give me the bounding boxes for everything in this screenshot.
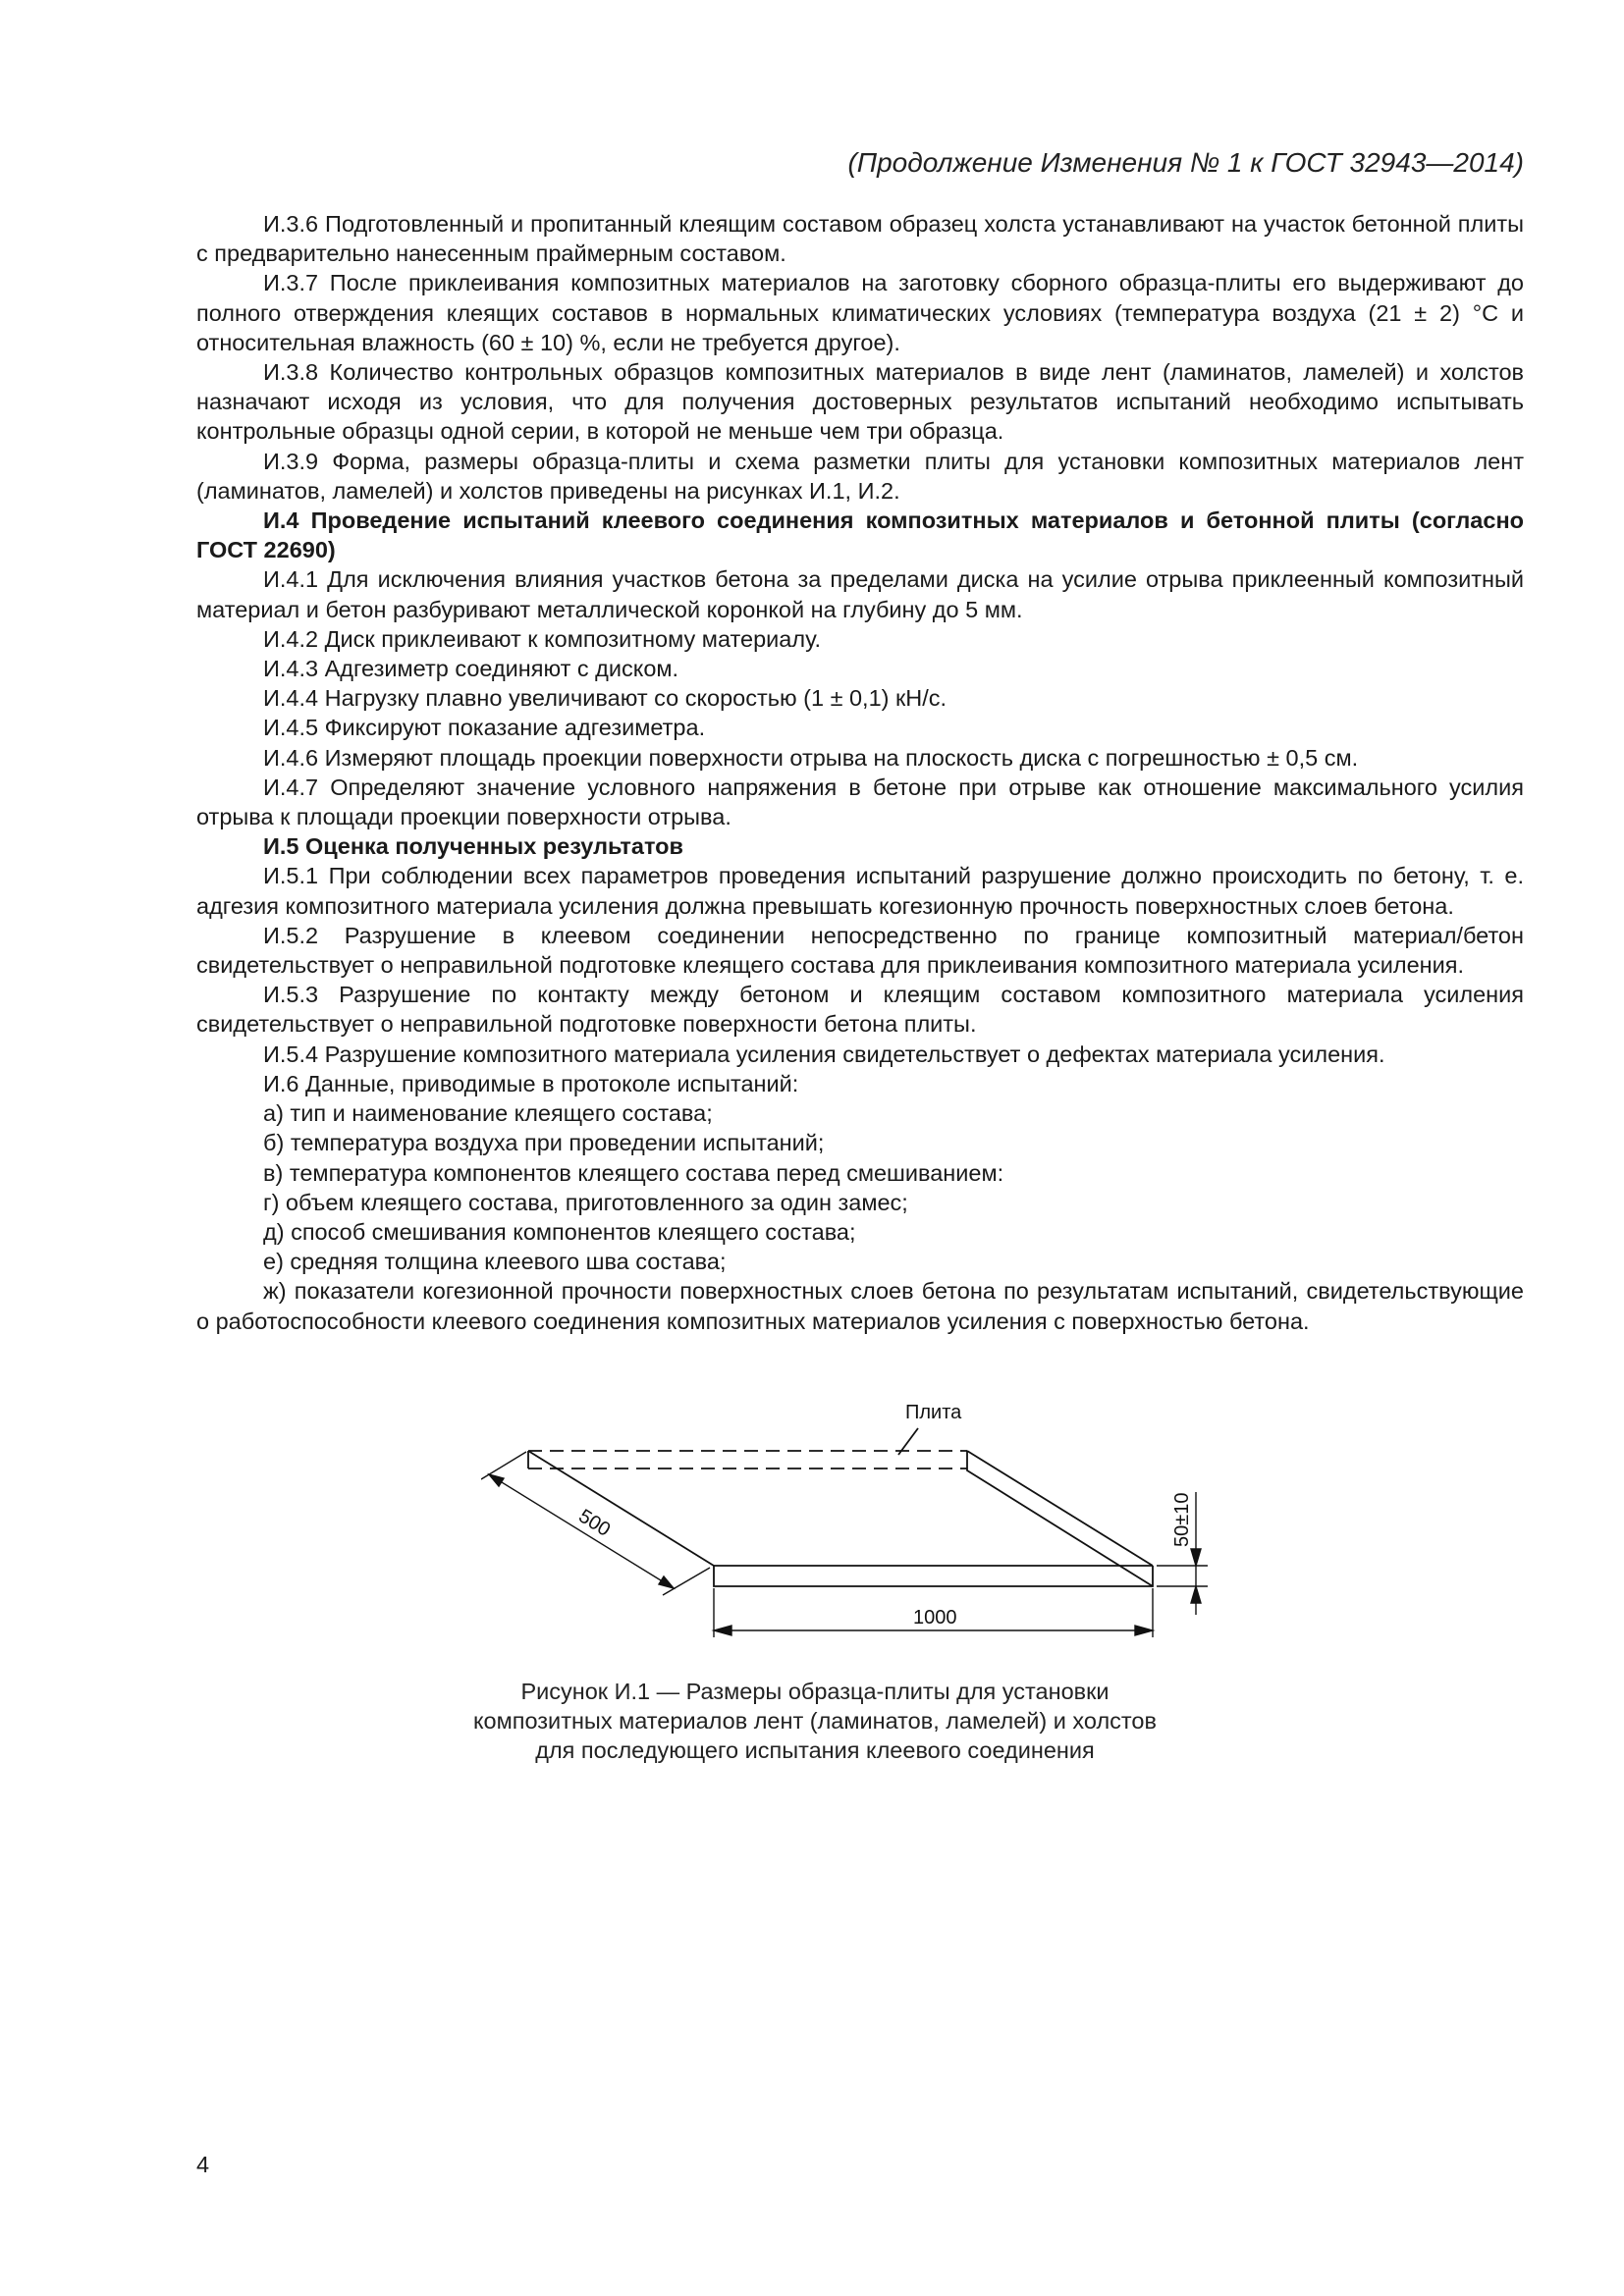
list-item: г) объем клеящего состава, приготовленного за один замес; bbox=[263, 1189, 908, 1215]
list-item: а) тип и наименование клеящего состава; bbox=[263, 1100, 713, 1127]
dim-50-arrow-top bbox=[1191, 1549, 1201, 1566]
dim-50-label: 50±10 bbox=[1171, 1492, 1193, 1547]
paragraph: И.6 Данные, приводимые в протоколе испытаний: bbox=[263, 1070, 799, 1096]
page-number: 4 bbox=[196, 2152, 210, 2177]
paragraph: И.3.6 Подготовленный и пропитанный клеящим составом образец холста устанавливают на участок бетонной плиты с предварительно нанесенным праймерным составом. bbox=[196, 211, 1524, 267]
dim-500-ext-top bbox=[481, 1452, 526, 1479]
dim-500-arrow-bottom bbox=[659, 1576, 674, 1588]
paragraph: И.4.1 Для исключения влияния участков бетона за пределами диска на усилие отрыва приклеенный композитный материал и бетон разбуривают металлической коронкой на глубину до 5 мм. bbox=[196, 566, 1524, 622]
caption-line: для последующего испытания клеевого соединения bbox=[535, 1737, 1095, 1763]
running-header: (Продолжение Изменения № 1 к ГОСТ 32943—2014) bbox=[847, 147, 1524, 178]
dim-1000-arrow-left bbox=[714, 1626, 731, 1635]
slab-right-top-edge bbox=[967, 1451, 1153, 1566]
figure-caption bbox=[393, 1677, 1237, 1765]
list-item: е) средняя толщина клеевого шва состава; bbox=[263, 1249, 727, 1275]
dim-500-label: 500 bbox=[574, 1505, 615, 1541]
paragraph: И.5.1 При соблюдении всех параметров проведения испытаний разрушение должно происходить по бетону, т. е. адгезия композитного материала усиления должна превышать когезионную прочность поверхностных слоев бетона. bbox=[196, 863, 1524, 919]
paragraph: И.4.7 Определяют значение условного напряжения в бетоне при отрыве как отношение максимального усилия отрыва к площади проекции поверхности отрыва. bbox=[196, 774, 1524, 830]
slab-front-face bbox=[714, 1566, 1153, 1586]
slab-drawing bbox=[481, 1374, 1267, 1669]
paragraph: И.5.2 Разрушение в клеевом соединении непосредственно по границе композитный материал/бетон свидетельствует о неправильной подготовке клеящего состава для приклеивания композитного материала усиления. bbox=[196, 922, 1524, 979]
list-item: б) температура воздуха при проведении испытаний; bbox=[263, 1130, 825, 1156]
section-heading: И.4 Проведение испытаний клеевого соединения композитных материалов и бетонной плиты (согласно ГОСТ 22690) bbox=[196, 507, 1524, 563]
paragraph: И.3.7 После приклеивания композитных материалов на заготовку сборного образца-плиты его выдерживают до полного отверждения клеящих составов в нормальных климатических условиях (температура воздуха (21 ± 2) °С и относительная влажность (60 ± 10) %, если не требуется другое). bbox=[196, 270, 1524, 355]
caption-line: Рисунок И.1 — Размеры образца-плиты для установки bbox=[520, 1679, 1110, 1704]
paragraph: И.5.3 Разрушение по контакту между бетоном и клеящим составом композитного материала усиления свидетельствует о неправильной подготовке поверхности бетона плиты. bbox=[196, 982, 1524, 1038]
paragraph: И.5.4 Разрушение композитного материала усиления свидетельствует о дефектах материала усиления. bbox=[263, 1041, 1385, 1067]
slab-label: Плита bbox=[905, 1402, 962, 1423]
paragraph: И.4.4 Нагрузку плавно увеличивают со скоростью (1 ± 0,1) кН/с. bbox=[263, 685, 947, 712]
figure-slab-dimensions bbox=[481, 1374, 1267, 1669]
list-item: д) способ смешивания компонентов клеящего состава; bbox=[263, 1218, 856, 1245]
dim-500-arrow-top bbox=[489, 1474, 504, 1486]
paragraph: И.3.9 Форма, размеры образца-плиты и схема разметки плиты для установки композитных материалов лент (ламинатов, ламелей) и холстов приведены на рисунках И.1, И.2. bbox=[196, 448, 1524, 504]
section-heading: И.5 Оценка полученных результатов bbox=[263, 833, 683, 860]
dim-500-ext-bottom bbox=[663, 1568, 710, 1595]
paragraph: И.3.8 Количество контрольных образцов композитных материалов в виде лент (ламинатов, ламелей) и холстов назначают исходя из условия, что для получения достоверных результатов испытаний необходимо испытывать контрольные образцы одной серии, в которой не меньше чем три образца. bbox=[196, 359, 1524, 445]
dim-1000-label: 1000 bbox=[913, 1607, 957, 1629]
paragraph: И.4.2 Диск приклеивают к композитному материалу. bbox=[263, 625, 821, 652]
caption-line: композитных материалов лент (ламинатов, ламелей) и холстов bbox=[472, 1708, 1157, 1734]
list-item: в) температура компонентов клеящего состава перед смешиванием: bbox=[263, 1159, 1004, 1186]
paragraph: И.4.6 Измеряют площадь проекции поверхности отрыва на плоскость диска с погрешностью ± 0,5 см. bbox=[263, 744, 1359, 771]
paragraph: И.4.5 Фиксируют показание адгезиметра. bbox=[263, 715, 706, 741]
body-text bbox=[196, 209, 1524, 1336]
list-item: ж) показатели когезионной прочности поверхностных слоев бетона по результатам испытаний, свидетельствующие о работоспособности клеевого соединения композитных материалов усиления с поверхностью бетона. bbox=[196, 1278, 1524, 1334]
dim-1000-arrow-right bbox=[1135, 1626, 1153, 1635]
dim-500-line bbox=[489, 1474, 674, 1588]
dim-50-arrow-bottom bbox=[1191, 1586, 1201, 1603]
paragraph: И.4.3 Адгезиметр соединяют с диском. bbox=[263, 656, 679, 682]
